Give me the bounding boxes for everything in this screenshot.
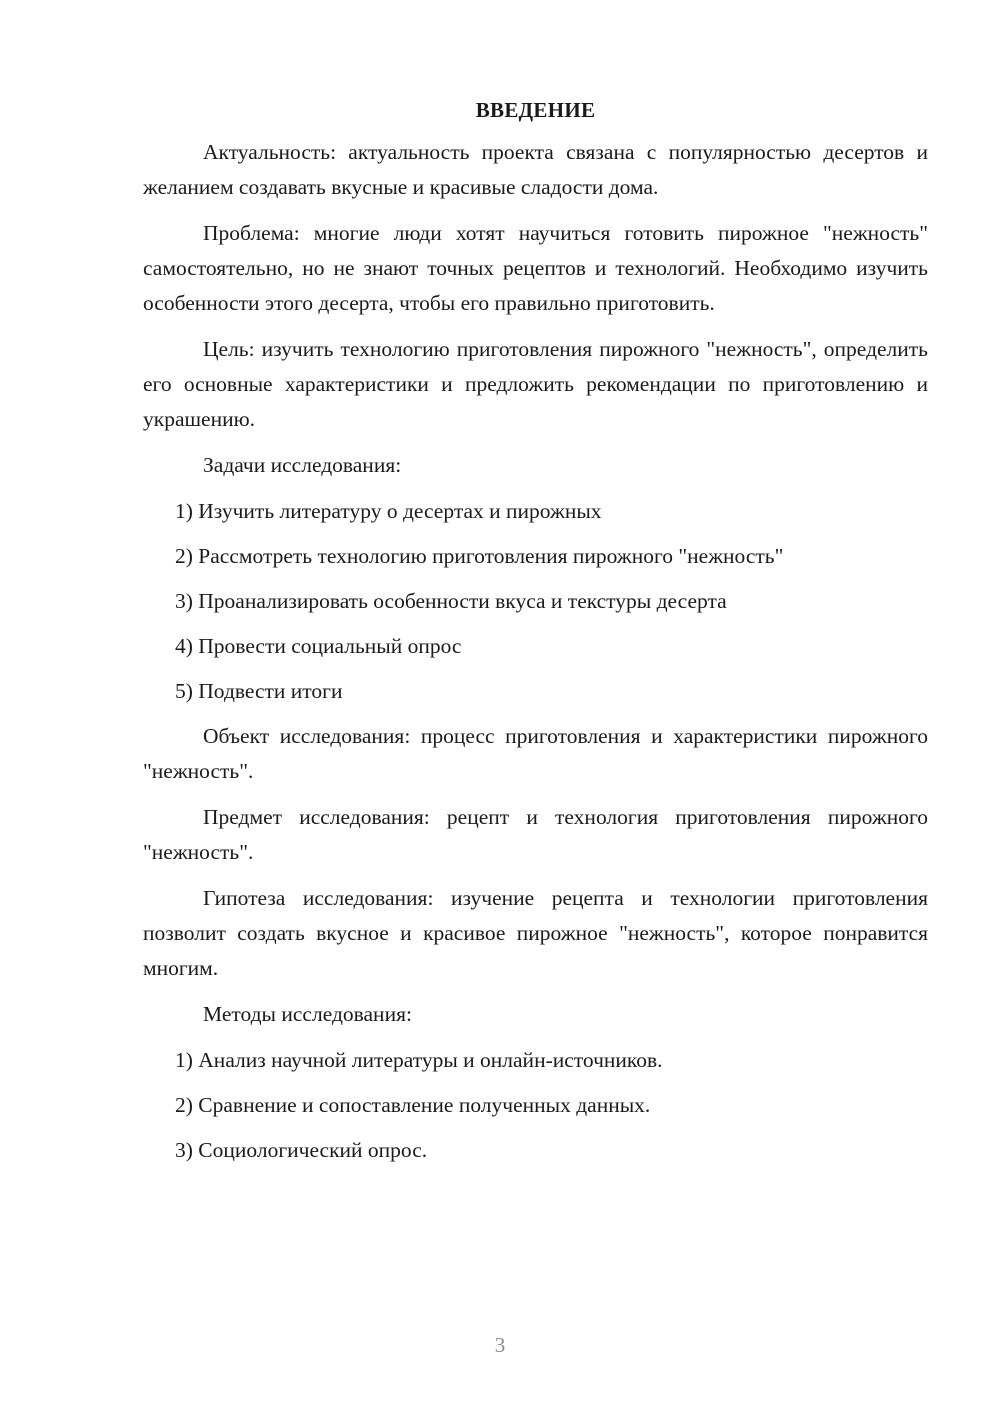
task-item: 1) Изучить литературу о десертах и пирожных: [175, 499, 602, 523]
task-item: 4) Провести социальный опрос: [175, 634, 462, 658]
hypothesis-paragraph: Гипотеза исследования: изучение рецепта и технологии приготовления позволит создать вкусное и красивое пирожное "нежность", которое понравится многим.: [143, 886, 928, 980]
task-item: 3) Проанализировать особенности вкуса и текстуры десерта: [175, 589, 727, 613]
page-content: [143, 92, 928, 1178]
subject-paragraph: Предмет исследования: рецепт и технология приготовления пирожного "нежность".: [143, 805, 928, 864]
method-item: 1) Анализ научной литературы и онлайн-источников.: [175, 1048, 663, 1072]
problem-paragraph: Проблема: многие люди хотят научиться готовить пирожное "нежность" самостоятельно, но не знают точных рецептов и технологий. Необходимо изучить особенности этого десерта, чтобы его правильно приготовить.: [143, 221, 928, 315]
object-paragraph: Объект исследования: процесс приготовления и характеристики пирожного "нежность".: [143, 724, 928, 783]
tasks-list: [143, 494, 928, 709]
methods-list: [143, 1043, 928, 1168]
methods-heading: Методы исследования:: [203, 1002, 412, 1026]
page-number: 3: [494, 1333, 506, 1357]
relevance-paragraph: Актуальность: актуальность проекта связана с популярностью десертов и желанием создавать вкусные и красивые сладости дома.: [143, 140, 928, 199]
method-item: 2) Сравнение и сопоставление полученных данных.: [175, 1093, 651, 1117]
task-item: 5) Подвести итоги: [175, 679, 343, 703]
method-item: 3) Социологический опрос.: [175, 1138, 428, 1162]
goal-paragraph: Цель: изучить технологию приготовления пирожного "нежность", определить его основные характеристики и предложить рекомендации по приготовлению и украшению.: [143, 337, 928, 431]
task-item: 2) Рассмотреть технологию приготовления пирожного "нежность": [175, 544, 784, 568]
section-title: ВВЕДЕНИЕ: [475, 98, 596, 122]
tasks-heading: Задачи исследования:: [203, 453, 402, 477]
